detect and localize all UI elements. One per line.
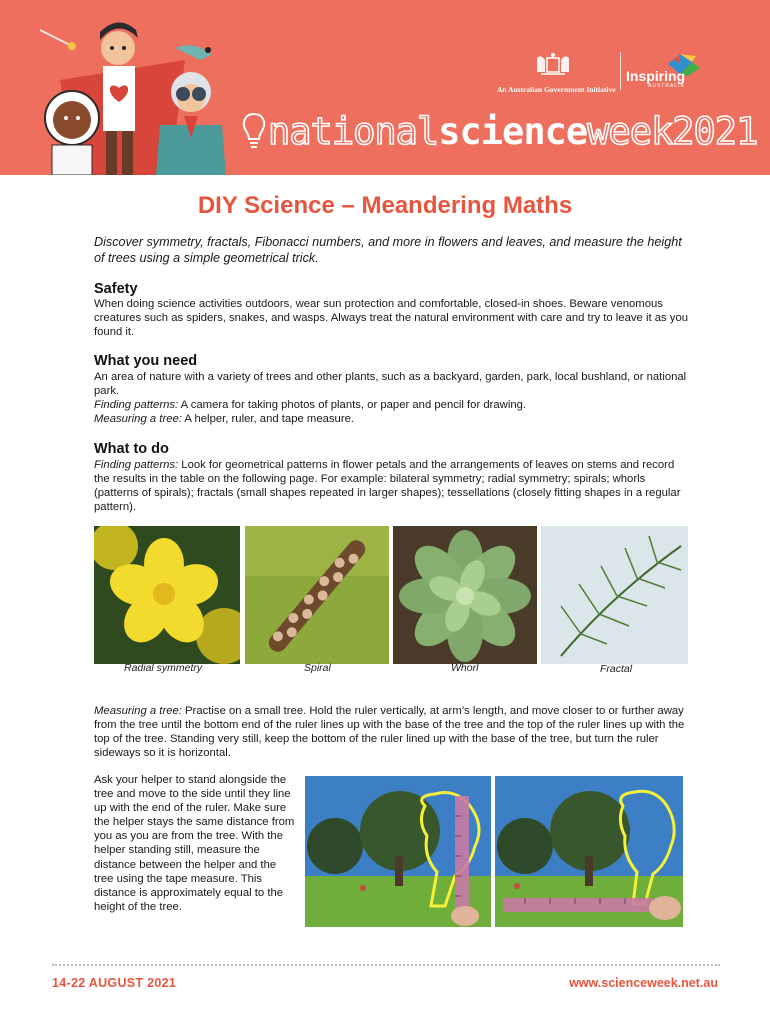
government-logo bbox=[497, 52, 616, 94]
helper-instructions-text: Ask your helper to stand alongside the tree and move to the side until they line up with the end of the ruler. Make sure the helper stays the same distance from you as you are from the tree. With the helper standing still, measure the distance between the helper and the tree using the tape measure. This distance is approximately equal to the height of the tree. bbox=[94, 774, 295, 913]
page-title: DIY Science – Meandering Maths bbox=[197, 192, 573, 219]
what-you-need-text bbox=[94, 370, 690, 426]
footer-website-link[interactable]: www.scienceweek.net.au bbox=[569, 976, 718, 990]
safety-heading: Safety bbox=[94, 281, 138, 297]
need-item-patterns bbox=[94, 398, 690, 412]
gov-initiative-label: An Australian Government Initiative bbox=[497, 85, 616, 94]
what-you-need-heading: What you need bbox=[94, 353, 198, 369]
caption-spiral: Spiral bbox=[304, 662, 331, 674]
title-part-week: week2021 bbox=[587, 110, 758, 153]
title-part-science: science bbox=[438, 110, 588, 153]
footer-dates: 14-22 AUGUST 2021 bbox=[52, 976, 177, 990]
need-text-patterns: A camera for taking photos of plants, or paper and pencil for drawing. bbox=[178, 399, 527, 411]
caption-whorl: Whorl bbox=[451, 662, 479, 674]
photo-spiral bbox=[245, 526, 389, 664]
measuring-tree-body: Practise on a small tree. Hold the ruler vertically, at arm’s length, and move closer to or further away from the tree until the bottom end of the ruler lines up with the base of the tree and the top of the ruler lines up with the top of the tree. Standing very still, keep the bottom of the ruler lined up with the base of the tree, but turn the ruler sideways so it is horizontal. bbox=[94, 705, 685, 759]
header-banner bbox=[0, 0, 770, 175]
inspiring-label: Inspiring bbox=[626, 68, 686, 84]
australia-label: AUSTRALIA bbox=[648, 83, 685, 89]
logo-divider bbox=[620, 52, 621, 90]
finding-patterns-label: Finding patterns: bbox=[94, 459, 179, 471]
need-text-tree: A helper, ruler, and tape measure. bbox=[181, 413, 355, 425]
need-item-area: An area of nature with a variety of trees and other plants, such as a backyard, garden, park, local bushland, or national park. bbox=[94, 371, 687, 397]
lightbulb-icon bbox=[242, 112, 266, 150]
need-item-tree bbox=[94, 412, 690, 426]
safety-text: When doing science activities outdoors, wear sun protection and comfortable, closed-in shoes. Beware venomous creatures such as spiders, snakes, and wasps. Always treat the natural environment with care and try to leave it as you found it. bbox=[94, 298, 689, 338]
photo-ruler-vertical bbox=[305, 776, 491, 927]
need-label-tree: Measuring a tree: bbox=[94, 413, 182, 425]
event-title bbox=[268, 110, 757, 153]
photo-radial-symmetry bbox=[94, 526, 240, 664]
finding-patterns-text bbox=[94, 458, 690, 514]
photo-ruler-horizontal bbox=[495, 776, 683, 927]
mascot-illustration bbox=[0, 0, 240, 175]
photo-fractal bbox=[541, 526, 688, 664]
title-part-national: national bbox=[268, 110, 439, 153]
need-label-patterns: Finding patterns: bbox=[94, 399, 179, 411]
coat-of-arms-icon bbox=[533, 52, 573, 78]
what-to-do-heading: What to do bbox=[94, 441, 169, 457]
footer-divider bbox=[52, 964, 720, 966]
measuring-tree-text bbox=[94, 704, 690, 760]
photo-whorl bbox=[393, 526, 537, 664]
finding-patterns-body: Look for geometrical patterns in flower petals and the arrangements of leaves on stems and record the results in the table on the following page. For example: bilateral symmetry; radial symmetry; spirals; whorls (patterns of spirals); fractals (small shapes repeated in larger shapes); tessellations (closely fitting shapes in a regular pattern). bbox=[94, 459, 681, 513]
intro-text: Discover symmetry, fractals, Fibonacci numbers, and more in flowers and leaves, and measure the height of trees using a simple geometrical trick. bbox=[94, 235, 682, 265]
caption-fractal: Fractal bbox=[600, 663, 633, 675]
caption-radial-symmetry: Radial symmetry bbox=[124, 662, 203, 674]
measuring-tree-label: Measuring a tree: bbox=[94, 705, 182, 717]
